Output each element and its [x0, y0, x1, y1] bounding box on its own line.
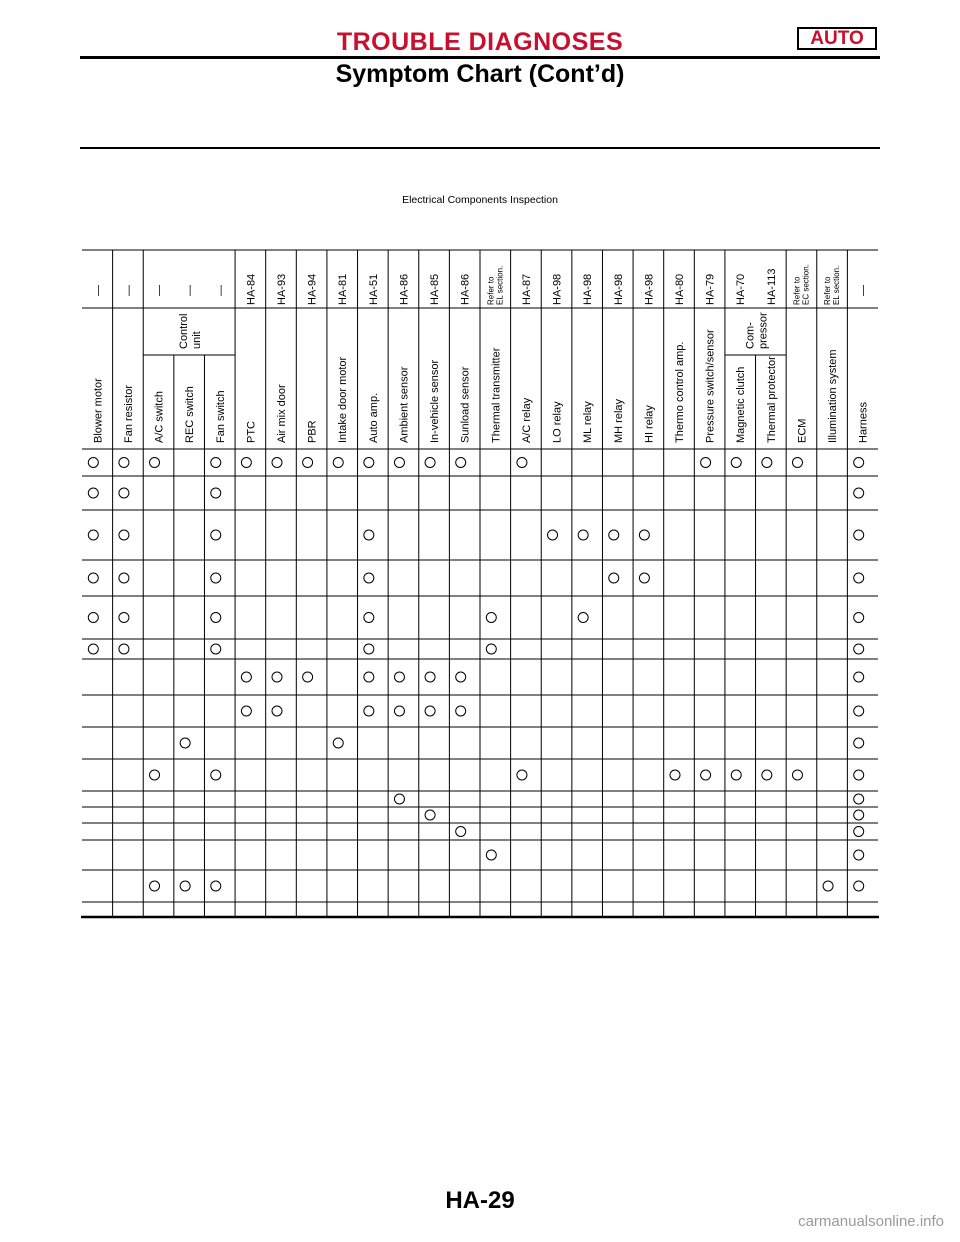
- component-label: LO relay: [551, 401, 564, 443]
- check-marker-icon: [578, 530, 588, 540]
- page-subtitle: Symptom Chart (Cont’d): [335, 60, 625, 88]
- reference-label: EL section.: [495, 265, 505, 305]
- check-marker-icon: [333, 458, 343, 468]
- check-marker-icon: [211, 488, 221, 498]
- check-marker-icon: [180, 738, 190, 748]
- reference-label: HA-98: [551, 273, 564, 305]
- check-marker-icon: [119, 530, 129, 540]
- reference-label: —: [214, 285, 227, 296]
- reference-label: —: [857, 285, 870, 296]
- component-label: Ambient sensor: [398, 366, 411, 443]
- check-marker-icon: [364, 672, 374, 682]
- check-marker-icon: [854, 488, 864, 498]
- component-label: Harness: [857, 402, 870, 443]
- check-marker-icon: [456, 827, 466, 837]
- check-marker-icon: [762, 458, 772, 468]
- check-marker-icon: [486, 850, 496, 860]
- check-marker-icon: [854, 613, 864, 623]
- check-marker-icon: [425, 458, 435, 468]
- check-marker-icon: [854, 827, 864, 837]
- component-label: Illumination system: [827, 349, 840, 443]
- reference-label: HA-98: [643, 273, 656, 305]
- check-marker-icon: [701, 458, 711, 468]
- check-marker-icon: [854, 881, 864, 891]
- check-marker-icon: [88, 644, 98, 654]
- check-marker-icon: [609, 530, 619, 540]
- check-marker-icon: [456, 458, 466, 468]
- page-number: HA-29: [445, 1187, 515, 1214]
- check-marker-icon: [119, 613, 129, 623]
- component-label: Intake door motor: [337, 356, 350, 443]
- component-label: Blower motor: [92, 378, 105, 443]
- reference-label: —: [153, 285, 166, 296]
- check-marker-icon: [731, 770, 741, 780]
- check-marker-icon: [211, 644, 221, 654]
- check-marker-icon: [731, 458, 741, 468]
- check-marker-icon: [150, 458, 160, 468]
- check-marker-icon: [364, 573, 374, 583]
- check-marker-icon: [425, 810, 435, 820]
- check-marker-icon: [854, 738, 864, 748]
- watermark: carmanualsonline.info: [798, 1213, 944, 1230]
- check-marker-icon: [211, 573, 221, 583]
- reference-label: —: [184, 285, 197, 296]
- check-marker-icon: [854, 770, 864, 780]
- reference-label: Refer to: [486, 276, 496, 305]
- reference-label: HA-85: [429, 273, 442, 305]
- reference-label: HA-86: [459, 273, 472, 305]
- check-marker-icon: [333, 738, 343, 748]
- check-marker-icon: [639, 530, 649, 540]
- check-marker-icon: [517, 770, 527, 780]
- check-marker-icon: [762, 770, 772, 780]
- reference-label: —: [92, 285, 105, 296]
- reference-label: HA-70: [735, 273, 748, 305]
- check-marker-icon: [364, 458, 374, 468]
- check-marker-icon: [548, 530, 558, 540]
- reference-label: HA-87: [520, 273, 533, 305]
- check-marker-icon: [854, 458, 864, 468]
- group-label: Control: [178, 313, 191, 349]
- component-label: REC switch: [184, 386, 197, 443]
- chart-title: Electrical Components Inspection: [402, 194, 558, 206]
- check-marker-icon: [639, 573, 649, 583]
- check-marker-icon: [394, 706, 404, 716]
- component-label: A/C switch: [153, 391, 166, 443]
- check-marker-icon: [486, 644, 496, 654]
- check-marker-icon: [150, 770, 160, 780]
- check-marker-icon: [456, 706, 466, 716]
- section-title: TROUBLE DIAGNOSES: [336, 28, 624, 56]
- group-label: pressor: [757, 312, 770, 349]
- reference-label: HA-81: [337, 273, 350, 305]
- component-label: ML relay: [582, 401, 595, 443]
- component-label: MH relay: [612, 398, 625, 443]
- check-marker-icon: [854, 706, 864, 716]
- check-marker-icon: [364, 530, 374, 540]
- check-marker-icon: [425, 706, 435, 716]
- reference-label: HA-86: [398, 273, 411, 305]
- component-label: Thermo control amp.: [674, 341, 686, 443]
- check-marker-icon: [211, 530, 221, 540]
- check-marker-icon: [211, 458, 221, 468]
- check-marker-icon: [88, 530, 98, 540]
- check-marker-icon: [854, 573, 864, 583]
- reference-label: EC section.: [801, 264, 811, 305]
- check-marker-icon: [854, 794, 864, 804]
- check-marker-icon: [394, 672, 404, 682]
- component-label: Pressure switch/sensor: [704, 329, 717, 443]
- check-marker-icon: [701, 770, 711, 780]
- check-marker-icon: [241, 458, 251, 468]
- check-marker-icon: [792, 458, 802, 468]
- component-label: A/C relay: [520, 397, 533, 443]
- component-label: Thermal protector: [765, 356, 778, 443]
- check-marker-icon: [272, 672, 282, 682]
- check-marker-icon: [88, 613, 98, 623]
- component-label: Air mix door: [276, 384, 288, 443]
- reference-label: HA-98: [582, 273, 595, 305]
- check-marker-icon: [272, 706, 282, 716]
- check-marker-icon: [211, 881, 221, 891]
- group-label: Com-: [744, 322, 757, 349]
- component-label: ECM: [796, 418, 809, 443]
- check-marker-icon: [823, 881, 833, 891]
- check-marker-icon: [854, 530, 864, 540]
- component-label: Fan resistor: [122, 384, 135, 443]
- group-label: unit: [191, 331, 204, 349]
- check-marker-icon: [180, 881, 190, 891]
- component-label: Magnetic clutch: [735, 366, 748, 443]
- check-marker-icon: [119, 644, 129, 654]
- check-marker-icon: [364, 644, 374, 654]
- reference-label: Refer to: [792, 276, 802, 305]
- reference-label: HA-93: [276, 273, 288, 305]
- reference-label: HA-51: [367, 273, 380, 305]
- check-marker-icon: [792, 770, 802, 780]
- check-marker-icon: [486, 613, 496, 623]
- check-marker-icon: [394, 458, 404, 468]
- check-marker-icon: [119, 573, 129, 583]
- reference-label: Refer to: [823, 276, 833, 305]
- component-label: Fan switch: [214, 390, 227, 443]
- reference-label: HA-80: [674, 273, 686, 305]
- check-marker-icon: [119, 488, 129, 498]
- component-label: Sunload sensor: [459, 366, 472, 443]
- check-marker-icon: [364, 613, 374, 623]
- check-marker-icon: [854, 850, 864, 860]
- component-label: Thermal transmitter: [490, 347, 503, 443]
- check-marker-icon: [88, 573, 98, 583]
- check-marker-icon: [854, 672, 864, 682]
- reference-label: HA-94: [306, 273, 319, 305]
- check-marker-icon: [517, 458, 527, 468]
- check-marker-icon: [150, 881, 160, 891]
- check-marker-icon: [119, 458, 129, 468]
- reference-label: HA-84: [245, 273, 258, 305]
- component-label: HI relay: [643, 405, 656, 443]
- check-marker-icon: [303, 672, 313, 682]
- check-marker-icon: [670, 770, 680, 780]
- component-label: In-vehicle sensor: [429, 359, 442, 443]
- reference-label: —: [122, 285, 135, 296]
- component-label: PTC: [245, 421, 258, 443]
- reference-label: HA-98: [612, 273, 625, 305]
- reference-label: HA-113: [765, 268, 778, 305]
- reference-label: HA-79: [704, 273, 717, 305]
- check-marker-icon: [854, 810, 864, 820]
- check-marker-icon: [211, 613, 221, 623]
- component-label: Auto amp.: [367, 392, 380, 443]
- reference-label: EL section.: [832, 265, 842, 305]
- check-marker-icon: [854, 644, 864, 654]
- check-marker-icon: [394, 794, 404, 804]
- check-marker-icon: [88, 488, 98, 498]
- check-marker-icon: [425, 672, 435, 682]
- check-marker-icon: [303, 458, 313, 468]
- check-marker-icon: [456, 672, 466, 682]
- check-marker-icon: [241, 706, 251, 716]
- component-label: PBR: [306, 420, 319, 443]
- check-marker-icon: [364, 706, 374, 716]
- check-marker-icon: [272, 458, 282, 468]
- check-marker-icon: [211, 770, 221, 780]
- check-marker-icon: [241, 672, 251, 682]
- check-marker-icon: [609, 573, 619, 583]
- check-marker-icon: [88, 458, 98, 468]
- check-marker-icon: [578, 613, 588, 623]
- section-badge: AUTO: [797, 27, 877, 50]
